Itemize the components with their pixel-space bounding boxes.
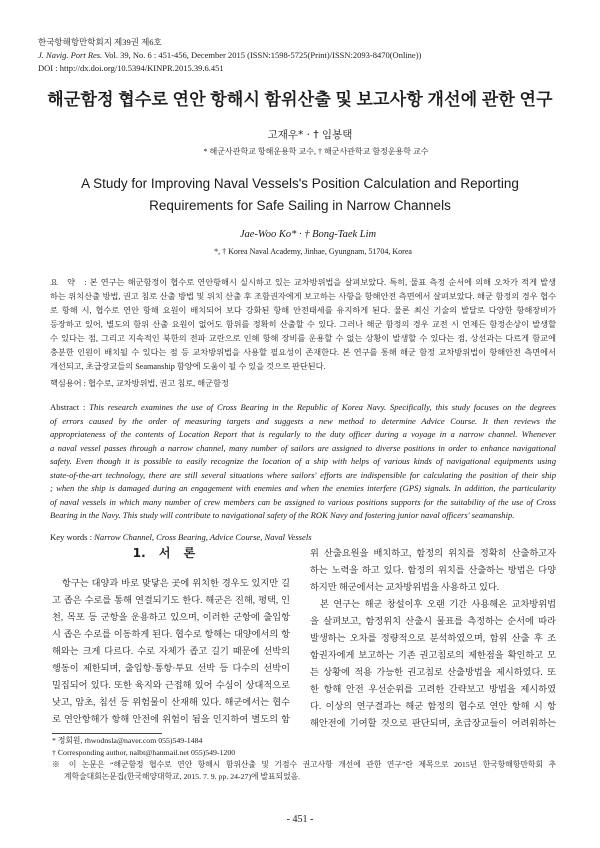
abstract-english-line: appropriateness of the contents of Location Report that is regularly to the duty officer during a voyage in a narrow channel. Whenever — [50, 429, 556, 439]
authors-korean: 고재우* · † 임봉택 — [267, 129, 353, 141]
footnote: 계학술대회논문집(한국해양대학교, 2015. 7. 9. pp. 24-27)에 발표되었음. — [64, 772, 301, 781]
title-english — [40, 173, 560, 217]
body-text-line: 함권자에게 보고하는 기존 권고침로의 제한점을 확인하고 모 — [310, 650, 556, 660]
title-english-line: A Study for Improving Naval Vessels's Position Calculation and Reporting — [81, 176, 519, 191]
body-text-line: 항구는 대양과 바로 맞닿은 곳에 위치한 경우도 있지만 길 — [62, 578, 290, 588]
body-text-line: 낮고, 암초, 침선 등 위험물이 산재해 있다. 해군에서는 협수 — [52, 697, 290, 707]
abstract-korean-label: 요 약 : — [50, 278, 87, 287]
abstract-korean-text: 본 연구는 해군함정이 협수로 연안항해시 실시하고 있는 교차방위법을 살펴보았다. 특히, 물표 측정 순서에 의해 오차가 적게 발생 — [89, 278, 556, 287]
title-english-line: Requirements for Safe Sailing in Narrow Channels — [149, 198, 451, 213]
footnote-divider — [52, 733, 162, 734]
section-heading: 1. 서 론 — [132, 546, 196, 560]
body-text-line: 을 살펴보고, 함정위치 산출시 물표를 측정하는 순서에 따라 — [310, 616, 556, 626]
body-text-line: 행동이 제한되며, 출입항·통항·투묘 선박 등 다수의 선박이 — [52, 663, 290, 673]
abstract-korean-line: 등장하고 있어, 별도의 함위 산출 요원이 없어도 함위를 정확히 산출할 수 있다. 그러나 해군 함정의 경우 교전 시 언제든 함정손상이 발생할 — [50, 320, 556, 329]
body-text-line: 시 좁은 수로를 이동하게 된다. 협수로 항해는 대양에서의 항 — [52, 629, 290, 639]
affiliation-english: *, † Korea Naval Academy, Jinhae, Gyungnam, 51704, Korea — [214, 247, 412, 256]
abstract-english-line: ; when the ship is damaged during an engagement with enemies and when the enemies interfere (GPS) signals. In addition, the particularity — [50, 483, 556, 493]
affiliation-korean: * 해군사관학교 항해운용학 교수, † 해군사관학교 함정운용학 교수 — [203, 147, 429, 156]
abstract-korean-line: 로 항해 시, 협수로 연안 항해 요원이 배치되어 보다 강화된 항해 안전태세를 유지하게 된다. 물론 최신 기술의 발달로 다양한 항해장비가 — [50, 306, 556, 315]
abstract-english-line: of naval vessels in which many number of crew members can be assigned to various positions supports for the suitability of the use of Cross — [50, 496, 556, 507]
keywords-english-text: Narrow Channel, Cross Bearing, Advice Course, Naval Vessels — [94, 532, 312, 542]
body-text-line: 해안전에 기여할 것으로 판단되며, 초급장교들이 어려워하는 — [310, 718, 556, 728]
authors-english: Jae-Woo Ko* · † Bong-Taek Lim — [239, 229, 377, 240]
keywords-korean-label: 핵심용어 : — [50, 379, 86, 388]
journal-abbrev: J. Navig. Port Res. — [38, 50, 103, 60]
doi-line: DOI : http://dx.doi.org/10.5394/KINPR.2015.39.6.451 — [38, 63, 224, 73]
abstract-english-line: safety. Even though it is possible to easily recognize the location of a ship with helps of various kinds of navigational equipments using — [50, 456, 556, 466]
journal-name: 한국항해항만학회지 제39권 제6호 — [38, 37, 162, 47]
abstract-english-line: state-of-the-art technology, there are still several situations where sailors' efforts are indispensible for calculating the position of their ship — [50, 469, 556, 480]
body-text-line: 밀집되어 있다. 또한 육지와 근접해 있어 수심이 상대적으로 — [52, 680, 290, 690]
page-number: - 451 - — [286, 814, 314, 825]
body-text-line: 해와는 크게 다르다. 수로 자체가 좁고 길기 때문에 선박의 — [52, 646, 290, 656]
keywords-korean-text: 협수로, 교차방위법, 권고 침로, 해군함정 — [88, 379, 229, 388]
citation-line — [38, 49, 568, 62]
left-column — [52, 575, 290, 728]
body-text-line: 하지만 해군에서는 교차방위법을 사용하고 있다. — [310, 582, 499, 592]
body-text-line: 본 연구는 해군 창설이후 오랜 기간 사용해온 교차방위법 — [320, 599, 556, 609]
body-text-line: 든 상황에 적용 가능한 권고침로 산출방법을 제시하였다. 또 — [310, 667, 556, 677]
body-text-line: 고 좁은 수로를 통해 연결되기도 한다. 해군은 진해, 평택, 인 — [52, 595, 290, 605]
abstract-english-label: Abstract : — [50, 402, 86, 412]
body-text-line: 위 산출요원을 배치하고, 함정의 위치를 정확히 산출하고자 — [310, 548, 556, 558]
abstract-english-line: a naval vessel passes through a narrow channel, many number of sailors are assigned to diverse positions in order to enhance navigational — [50, 442, 556, 453]
abstract-korean-line: 충분한 인원이 배치될 수 있다는 점 등 교차방위법을 사용할 필요성이 존재한다. 본 연구를 통해 해군 함정 교차방위법이 항해안전 측면에서 — [50, 348, 556, 357]
abstract-english-line: of errors caused by the order of measuring targets and suggests a new method to determine Advice Course. It then reviews the — [50, 415, 556, 426]
footnotes — [52, 735, 556, 783]
abstract-korean-line — [50, 276, 556, 290]
citation-details: Vol. 39, No. 6 : 451-456, December 2015 (ISSN:1598-5725(Print)/ISSN:2093-8470(Online)) — [104, 50, 422, 60]
right-column — [310, 545, 556, 732]
abstract-english — [50, 401, 556, 523]
title-korean: 해군함정 협수로 연안 항해시 함위산출 및 보고사항 개선에 관한 연구 — [47, 90, 553, 109]
keywords-korean — [50, 377, 556, 391]
abstract-korean-line: 수 있다는 점, 그리고 지속적인 북한의 전파 교란으로 인해 항해 장비를 운용할 수 없는 상황이 발생할 수 있다는 점, 상선과는 다르게 함교에 — [50, 334, 556, 343]
keywords-english — [50, 530, 556, 544]
abstract-korean-line: 개선되고, 초급장교들의 Seamanship 함양에 도움이 될 수 있을 것으로 판단된다. — [50, 362, 326, 371]
footnote: † Corresponding author, nalbt@hanmail.net 055)549-1200 — [52, 748, 236, 757]
abstract-english-text: This research examines the use of Cross Bearing in the Republic of Korea Navy. Specifically, this study focuses on the degrees — [89, 402, 556, 412]
body-text-line: 로 연안항해가 항해 안전에 위험이 됨을 인지하여 별도의 함 — [52, 714, 290, 724]
body-text-line: 하는 노력을 하고 있다. 함정의 위치를 산출하는 방법은 다양 — [310, 565, 556, 575]
abstract-korean — [50, 276, 556, 374]
footnote: * 정회원, rhwodnsla@naver.com 055)549-1484 — [52, 736, 203, 745]
keywords-english-label: Key words : — [50, 532, 93, 542]
footnote: ※ 이 논문은 “해군함정 협수로 연안 항해시 함위산출 및 기점수 권고사항 개선에 관한 연구”란 제목으로 2015년 한국항해항만학회 추 — [52, 760, 556, 769]
body-text-line: 다. 이상의 연구결과는 해군 함정의 협수로 연안 항해 시 항 — [310, 701, 556, 711]
body-text-line: 한 항해 안전 우선순위를 고려한 간략보고 방법을 제시하였 — [310, 684, 556, 694]
abstract-korean-line: 하는 위치산출 방법, 권고 침로 산출 방법 및 위치 산출 후 조함권자에게 보고하는 사항을 항해안전 측면에서 살펴보았다. 해군 함정의 경우 협수 — [50, 292, 556, 301]
journal-header — [38, 36, 568, 75]
body-text-line: 천, 목포 등 군항을 운용하고 있으며, 이러한 군항에 출입항 — [52, 612, 290, 622]
abstract-english-line: Bearing in the Navy. This study will contribute to navigational safety of the ROK Navy and fostering junior naval officers' seamanship. — [50, 510, 515, 520]
abstract-english-line — [50, 401, 556, 415]
body-text-line: 발생하는 오차를 정량적으로 분석하였으며, 함위 산출 후 조 — [310, 633, 556, 643]
